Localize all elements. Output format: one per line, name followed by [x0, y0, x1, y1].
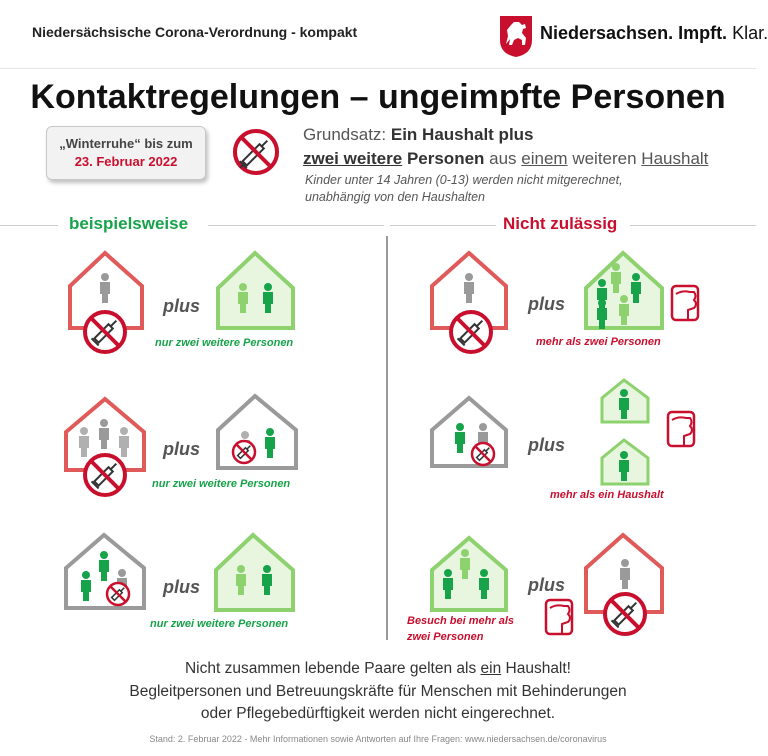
principle-label: Grundsatz: — [303, 125, 391, 144]
principle-bold: Ein Haushalt plus — [390, 125, 534, 144]
house-green-r3 — [432, 538, 506, 610]
plus-left-1: plus — [163, 296, 201, 316]
plus-right-3: plus — [528, 575, 566, 595]
principle-further: weiteren — [567, 149, 642, 168]
caption-right-3 — [407, 613, 514, 645]
house-green-r2a — [602, 380, 648, 422]
footer-line-1 — [0, 658, 756, 679]
children-note-line-2: unabhängig von den Haushalten — [305, 190, 486, 204]
caption-left-2: nur zwei weitere Personen — [152, 478, 291, 490]
thumbs-down-icon — [672, 286, 698, 320]
house-green-r1 — [586, 253, 662, 329]
house-green-1 — [218, 253, 293, 328]
main-title: Kontaktregelungen – ungeimpfte Personen — [30, 78, 726, 116]
date-line-2: 23. Februar 2022 — [74, 154, 178, 169]
brand-bold: Niedersachsen. Impft. — [540, 23, 728, 43]
date-line-1: „Winterruhe“ bis zum — [59, 136, 193, 151]
caption-right-1: mehr als zwei Personen — [536, 336, 661, 348]
footer-line-1b: ein — [480, 660, 502, 677]
house-green-3 — [216, 535, 293, 610]
caption-right-3-line-2: zwei Personen — [407, 631, 484, 643]
thumbs-down-icon — [668, 412, 694, 446]
principle-two-more: zwei weitere — [303, 149, 403, 168]
footer-line-1c: Haushalt! — [501, 660, 571, 677]
children-note-line-1: Kinder unter 14 Jahren (0-13) werden nicht mitgerechnet, — [305, 173, 623, 187]
brand-thin: Klar. — [732, 23, 768, 43]
plus-right-1: plus — [528, 294, 566, 314]
principle-from: aus — [484, 149, 522, 168]
plus-left-3: plus — [163, 577, 201, 597]
caption-left-3: nur zwei weitere Personen — [150, 618, 289, 630]
no-vaccine-icon — [451, 312, 491, 352]
plus-right-2: plus — [528, 435, 566, 455]
no-vaccine-icon — [472, 443, 494, 465]
no-vaccine-icon — [605, 594, 645, 634]
allowed-title: beispielsweise — [69, 214, 189, 233]
header-title: Niedersächsische Corona-Verordnung - kompakt — [32, 24, 358, 40]
principle-household: Haushalt — [641, 149, 709, 168]
footer-line-3: oder Pflegebedürftigkeit werden nicht eingerechnet. — [200, 705, 556, 722]
caption-right-2: mehr als ein Haushalt — [550, 489, 664, 501]
principle-one: einem — [521, 149, 568, 168]
plus-left-2: plus — [163, 439, 201, 459]
no-vaccine-icon — [85, 312, 125, 352]
house-green-r2b — [602, 440, 648, 484]
caption-right-3-line-1: Besuch bei mehr als — [407, 615, 514, 627]
house-grey-2 — [218, 396, 296, 468]
footer-line-2: Begleitpersonen und Betreuungskräfte für Menschen mit Behinderungen — [129, 683, 627, 700]
status-footer: Stand: 2. Februar 2022 - Mehr Informationen sowie Antworten auf Ihre Fragen: www.niedersachsen.de/coronavirus — [149, 734, 607, 744]
not-allowed-title: Nicht zulässig — [503, 214, 618, 233]
principle-persons: Personen — [402, 149, 485, 168]
house-grey-3 — [66, 535, 144, 608]
footer-line-1a: Nicht zusammen lebende Paare gelten als — [184, 660, 481, 677]
no-vaccine-icon — [233, 441, 255, 463]
caption-left-1: nur zwei weitere Personen — [155, 337, 294, 349]
no-vaccine-icon — [107, 583, 129, 605]
no-vaccine-icon — [85, 455, 125, 495]
thumbs-down-icon — [546, 600, 572, 634]
